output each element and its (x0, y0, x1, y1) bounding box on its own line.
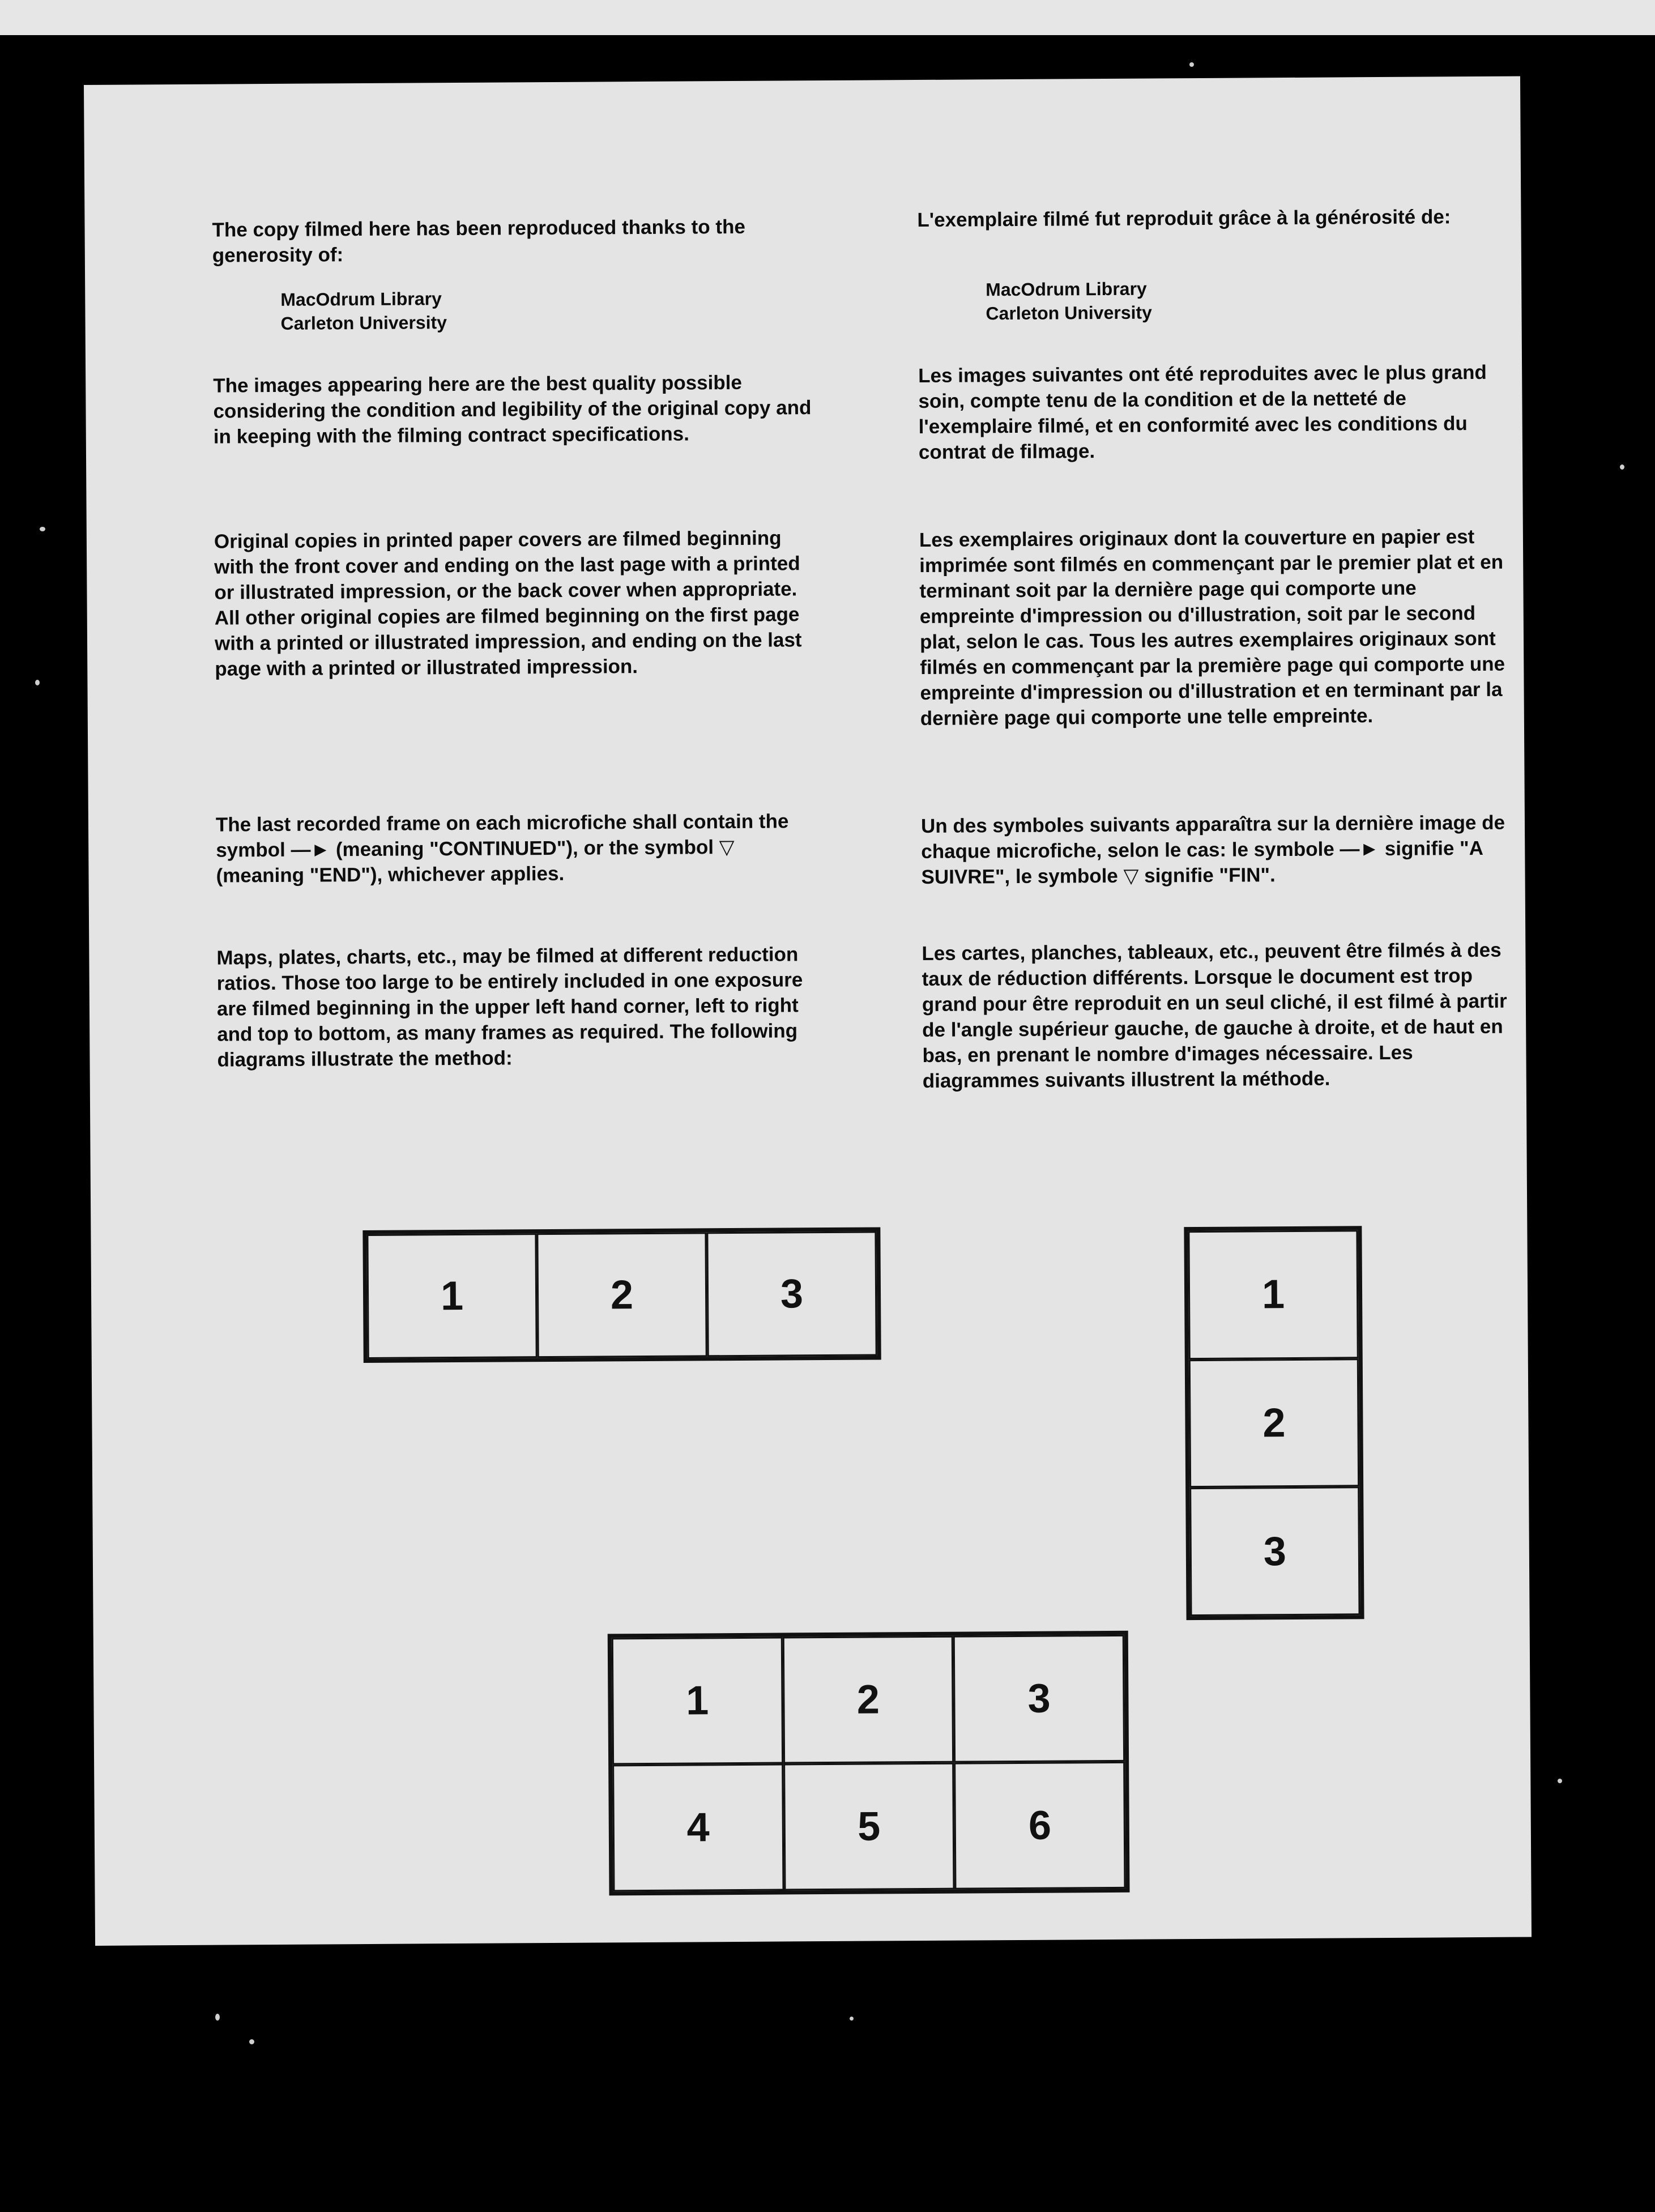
frame-cell: 2 (536, 1232, 707, 1358)
frame-cell: 3 (953, 1635, 1125, 1763)
french-original-copies: Les exemplaires originaux dont la couverture en papier est imprimée sont filmés en commençant par le premier plat et en terminant soit par la dernière page qui comporte une empreinte d'impression ou d'illustration, soit par le second plat, selon le cas. Tous les autres exemplaires originaux sont filmés en commençant par la première page qui comporte une empreinte d'impression ou d'illustration et en terminant par la dernière page qui comporte une telle empreinte. (919, 526, 1505, 730)
french-symbols-text-3: signifie "FIN". (1138, 864, 1276, 887)
french-library-name: MacOdrum Library (986, 278, 1147, 300)
frame-cell: 1 (366, 1233, 537, 1359)
dust-speck (35, 680, 40, 685)
french-quality: Les images suivantes ont été reproduites avec le plus grand soin, compte tenu de la condition et de la netteté de l'exemplaire filmé, et en conformité avec les conditions du contrat de filmage. (918, 361, 1487, 464)
dust-speck (249, 2039, 254, 2044)
english-maps: Maps, plates, charts, etc., may be filmed at different reduction ratios. Those too large to be entirely included in one exposure are filmed beginning in the upper left hand corner, left to right and top to bottom, as many frames as required. The following diagrams illustrate the method: (216, 943, 803, 1071)
french-credit: L'exemplaire filmé fut reproduit grâce à la générosité de: (917, 206, 1451, 232)
english-library-block (280, 287, 447, 335)
french-symbols (921, 810, 1516, 890)
scan-border-top (0, 0, 1655, 35)
frame-cell: 6 (954, 1762, 1125, 1890)
dust-speck (1558, 1779, 1562, 1783)
frame-cell: 3 (706, 1231, 877, 1357)
frame-cell: 1 (1188, 1230, 1358, 1359)
dust-speck (40, 527, 45, 531)
french-library-block (986, 276, 1152, 325)
end-triangle-icon-fr: ▽ (1123, 864, 1139, 887)
end-triangle-icon: ▽ (719, 836, 735, 859)
vertical-frame-diagram (1184, 1226, 1364, 1620)
frame-cell: 2 (1189, 1358, 1359, 1488)
english-column (212, 214, 818, 1071)
grid-frame-diagram (608, 1631, 1130, 1896)
dust-speck (215, 2014, 220, 2021)
english-quality: The images appearing here are the best quality possible considering the condition and legibility of the original copy and in keeping with the filming contract specifications. (213, 371, 812, 448)
french-maps: Les cartes, planches, tableaux, etc., peuvent être filmés à des taux de réduction différents. Lorsque le document est trop grand pour être reproduit en un seul cliché, il est filmé à partir de l'angle supérieur gauche, de gauche à droite, et de haut en bas, en prenant le nombre d'images nécessaire. Les diagrammes suivants illustrent la méthode. (922, 939, 1507, 1092)
dust-speck (1189, 62, 1194, 67)
english-original-copies: Original copies in printed paper covers are filmed beginning with the front cover and ending on the last page with a printed or illustrated impression, or the back cover when appropriate. All other original copies are filmed beginning on the first page with a printed or illustrated impression, and ending on the last page with a printed or illustrated impression. (214, 527, 802, 680)
french-column (917, 204, 1512, 1092)
frame-cell: 5 (783, 1763, 955, 1891)
english-library-institution: Carleton University (280, 312, 447, 334)
continued-arrow-icon: —► (291, 838, 331, 861)
english-symbols-text-1: The last recorded frame on each microfiche shall contain the symbol (215, 810, 789, 862)
frame-cell: 4 (612, 1764, 784, 1892)
frame-cell: 1 (612, 1637, 783, 1765)
continued-arrow-icon-fr: —► (1340, 838, 1380, 860)
horizontal-frame-diagram (362, 1227, 881, 1363)
english-credit: The copy filmed here has been reproduced thanks to the generosity of: (212, 215, 745, 267)
english-symbols-text-3: (meaning "END"), whichever applies. (216, 862, 565, 887)
french-library-institution: Carleton University (986, 302, 1153, 324)
dust-speck (850, 2017, 854, 2021)
frame-cell: 2 (782, 1636, 954, 1764)
french-symbols-text-2: signifie "A SUIVRE", le symbole (921, 837, 1483, 888)
frame-cell: 3 (1189, 1487, 1360, 1617)
english-symbols-text-2: (meaning "CONTINUED"), or the symbol (330, 836, 719, 861)
microfiche-target-sheet (84, 76, 1532, 1946)
english-library-name: MacOdrum Library (280, 288, 442, 310)
english-symbols (216, 808, 822, 889)
french-symbols-text-1: Un des symboles suivants apparaîtra sur la dernière image de chaque microfiche, selon le cas: le symbole (920, 811, 1505, 863)
dust-speck (1620, 464, 1624, 470)
